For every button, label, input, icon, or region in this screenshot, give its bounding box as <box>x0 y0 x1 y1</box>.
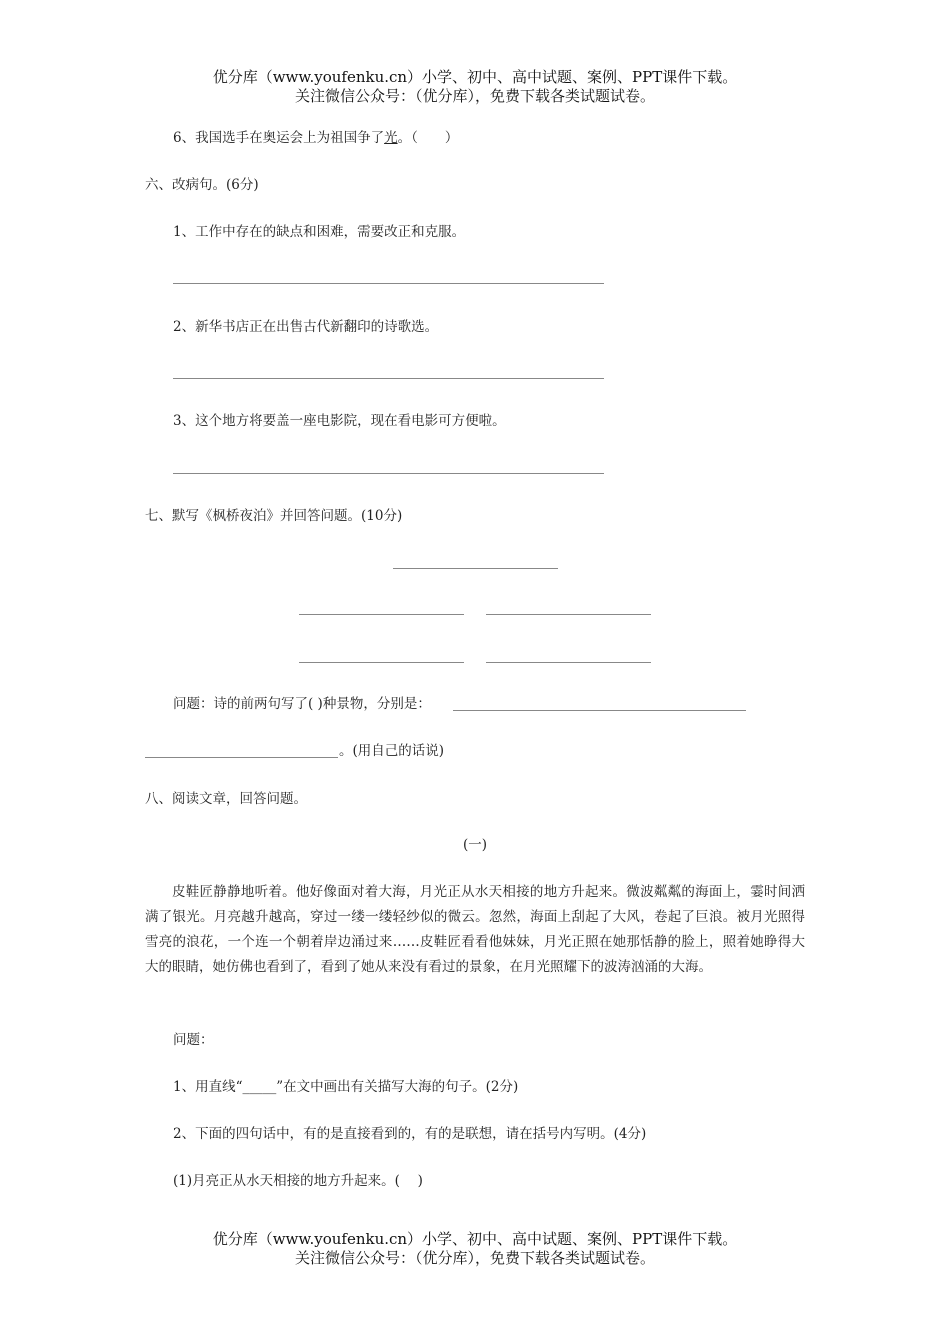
section-8-q2: 2、下面的四句话中，有的是直接看到的，有的是联想，请在括号内写明。(4分) <box>173 1126 647 1142</box>
section-8-q2-sub1: (1)月亮正从水天相接的地方升起来。( ) <box>173 1173 423 1189</box>
section-7-answer-line-b[interactable] <box>145 757 338 758</box>
footer-line-2: 关注微信公众号：（优分库），免费下载各类试题试卷。 <box>294 1249 655 1267</box>
section-8-q1: 1、用直线“_____”在文中画出有关描写大海的句子。(2分) <box>173 1079 519 1095</box>
answer-line-6-1[interactable] <box>173 283 604 284</box>
answer-line-6-3[interactable] <box>173 473 604 474</box>
header-line-1: 优分库（www.youfenku.cn）小学、初中、高中试题、案例、PPT课件下载。 <box>212 68 738 86</box>
poem-line-3[interactable] <box>299 662 464 663</box>
section-7-question-end: 。(用自己的话说) <box>339 743 445 759</box>
section-7-question: 问题：诗的前两句写了( )种景物，分别是： <box>173 696 431 712</box>
answer-line-6-2[interactable] <box>173 378 604 379</box>
part-label: (一) <box>463 837 488 853</box>
section-6-title: 六、改病句。(6分) <box>145 177 259 193</box>
q5-item-6-suffix: 。（ ） <box>397 130 459 146</box>
header-line-2: 关注微信公众号：（优分库），免费下载各类试题试卷。 <box>294 87 655 105</box>
section-6-item-2: 2、新华书店正在出售古代新翻印的诗歌选。 <box>173 319 439 335</box>
section-7-title: 七、默写《枫桥夜泊》并回答问题。(10分) <box>145 508 403 524</box>
section-8-title: 八、阅读文章，回答问题。 <box>145 791 307 807</box>
q5-item-6-underlined: 光 <box>384 130 398 146</box>
poem-line-1[interactable] <box>299 614 464 615</box>
section-6-item-1: 1、工作中存在的缺点和困难，需要改正和克服。 <box>173 224 466 240</box>
reading-passage: 皮鞋匠静静地听着。他好像面对着大海，月光正从水天相接的地方升起来。微波粼粼的海面上，霎时间洒满了银光。月亮越升越高，穿过一缕一缕轻纱似的微云。忽然，海面上刮起了大风，卷起了巨浪。被月光照得雪亮的浪花，一个连一个朝着岸边涌过来……皮鞋匠看看他妹妹，月光正照在她那恬静的脸上，照着她睁得大大的眼睛，她仿佛也看到了，看到了她从来没有看过的景象，在月光照耀下的波涛汹涌的大海。 <box>145 884 805 975</box>
q5-item-6 <box>173 129 458 147</box>
poem-line-2[interactable] <box>486 614 651 615</box>
section-7-answer-line-a[interactable] <box>453 710 746 711</box>
section-6-item-3: 3、这个地方将要盖一座电影院，现在看电影可方便啦。 <box>173 413 506 429</box>
q5-item-6-prefix: 6、我国选手在奥运会上为祖国争了 <box>173 130 385 146</box>
questions-label: 问题： <box>173 1032 214 1048</box>
poem-title-line[interactable] <box>393 568 558 569</box>
poem-line-4[interactable] <box>486 662 651 663</box>
footer-line-1: 优分库（www.youfenku.cn）小学、初中、高中试题、案例、PPT课件下载。 <box>212 1230 738 1248</box>
